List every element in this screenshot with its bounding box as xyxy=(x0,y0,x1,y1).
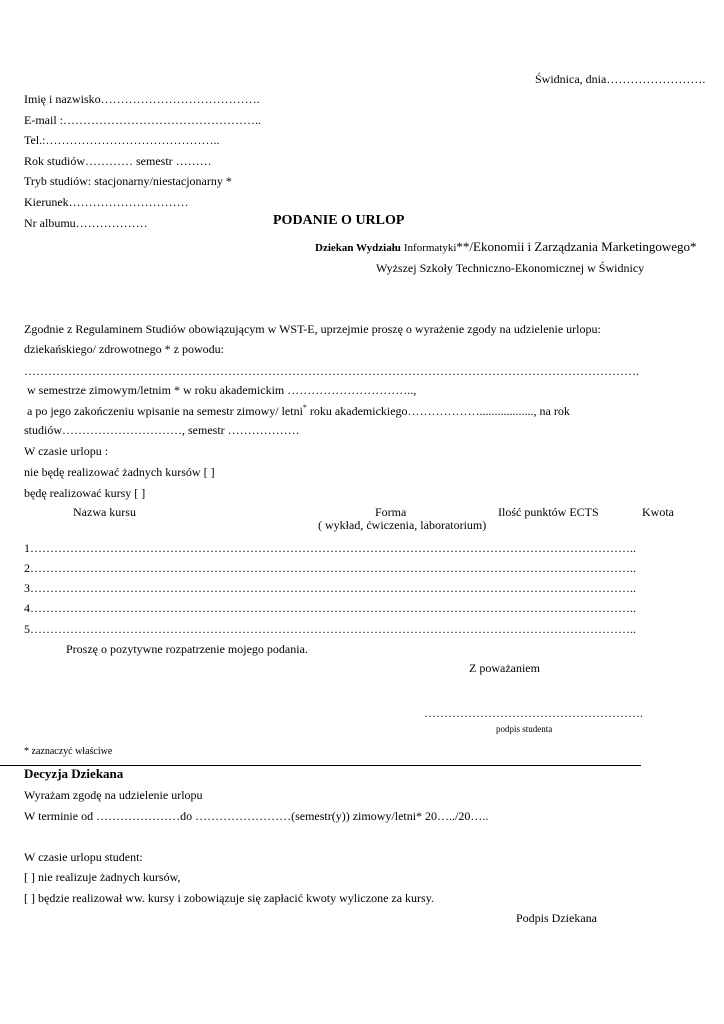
col-course-name: Nazwa kursu xyxy=(73,505,136,519)
email-field[interactable]: E-mail :………………………………………….. xyxy=(24,113,261,127)
study-mode-field[interactable]: Tryb studiów: stacjonarny/niestacjonarny * xyxy=(24,174,232,188)
student-signature-field[interactable]: ………………………………………………. xyxy=(424,706,643,720)
study-year-semester-line[interactable]: studiów…………………………, semestr ……………… xyxy=(24,423,300,437)
course-row-2[interactable]: 2…………………………………………………………………………………………………………………………………….. xyxy=(24,561,636,575)
semester-year-line[interactable]: w semestrze zimowym/letnim * w roku akademickim ………………………….., xyxy=(27,383,417,397)
place-date-field[interactable]: Świdnica, dnia……………………. xyxy=(535,72,706,86)
year-semester-field[interactable]: Rok studiów………… semestr ……… xyxy=(24,154,212,168)
addressee-dean: Dziekan Wydziału xyxy=(315,242,401,254)
no-courses-option[interactable]: nie będę realizować żadnych kursów [ ] xyxy=(24,465,215,479)
footnote: * zaznaczyć właściwe xyxy=(24,746,113,757)
courses-option[interactable]: będę realizować kursy [ ] xyxy=(24,486,146,500)
leave-type-line: dziekańskiego/ zdrowotnego * z powodu: xyxy=(24,342,224,356)
dean-signature-label: Podpis Dziekana xyxy=(516,911,597,925)
addressee-faculty-a: Informatyki xyxy=(403,242,457,254)
regards: Z poważaniem xyxy=(469,661,540,675)
field-of-study-field[interactable]: Kierunek………………………… xyxy=(24,195,189,209)
decision-consent: Wyrażam zgodę na udzielenie urlopu xyxy=(24,788,203,802)
col-form: Forma xyxy=(375,505,407,519)
return-semester-text-a: a po jego zakończeniu wpisanie na semestr zimowy/ letni xyxy=(27,404,303,418)
document-title: PODANIE O URLOP xyxy=(273,213,405,228)
course-row-5[interactable]: 5…………………………………………………………………………………………………………………………………….. xyxy=(24,622,636,636)
return-semester-line[interactable] xyxy=(27,404,570,418)
album-number-field[interactable]: Nr albumu……………… xyxy=(24,216,148,230)
student-signature-label: podpis studenta xyxy=(496,724,553,734)
request-paragraph: Zgodnie z Regulaminem Studiów obowiązującym w WST-E, uprzejmie proszę o wyrażenie zgody na udzielenie urlopu: xyxy=(24,322,601,336)
return-semester-sup: * xyxy=(302,403,307,412)
addressee-faculty-b: **/Ekonomii i Zarządzania Marketingowego* xyxy=(456,239,697,254)
addressee-line-2: Wyższej Szkoły Techniczno-Ekonomicznej w Świdnicy xyxy=(376,261,645,275)
decision-courses-option[interactable]: [ ] będzie realizował ww. kursy i zobowiązuje się zapłacić kwoty wyliczone za kursy. xyxy=(24,891,434,905)
col-ects: Ilość punktów ECTS xyxy=(498,505,599,519)
addressee-line-1 xyxy=(315,240,696,255)
reason-field[interactable]: ………………………………………………………………………………………………………………………………………. xyxy=(24,364,639,378)
closing-request: Proszę o pozytywne rozpatrzenie mojego podania. xyxy=(66,642,308,656)
course-row-1[interactable]: 1…………………………………………………………………………………………………………………………………….. xyxy=(24,541,636,555)
course-row-4[interactable]: 4…………………………………………………………………………………………………………………………………….. xyxy=(24,601,636,615)
decision-heading: Decyzja Dziekana xyxy=(24,766,124,781)
decision-no-courses-option[interactable]: [ ] nie realizuje żadnych kursów, xyxy=(24,870,181,884)
decision-during-leave: W czasie urlopu student: xyxy=(24,850,143,864)
col-amount: Kwota xyxy=(642,505,674,519)
decision-term-line[interactable]: W terminie od …………………do ……………………(semestr(y)) zimowy/letni* 20…../20….. xyxy=(24,809,489,823)
name-field[interactable]: Imię i nazwisko…………………………………. xyxy=(24,92,260,106)
phone-field[interactable]: Tel.:…………………………………….. xyxy=(24,133,220,147)
course-row-3[interactable]: 3…………………………………………………………………………………………………………………………………….. xyxy=(24,581,636,595)
col-form-subtitle: ( wykład, ćwiczenia, laboratorium) xyxy=(318,518,487,532)
during-leave-label: W czasie urlopu : xyxy=(24,444,109,458)
return-semester-text-b: roku akademickiego……………….................., na rok xyxy=(306,404,570,418)
